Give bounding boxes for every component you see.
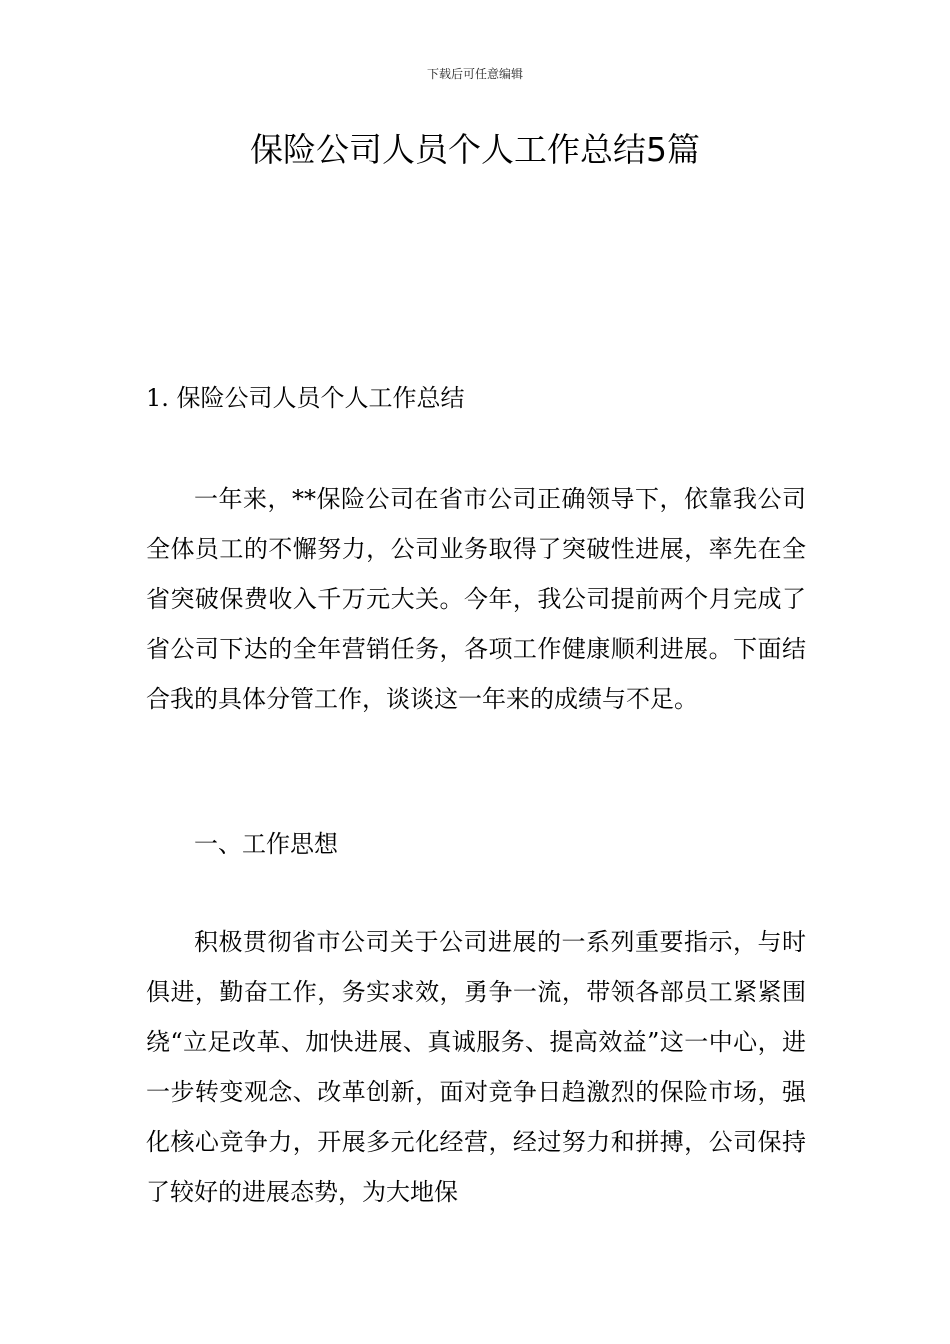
section-heading: 1. 保险公司人员个人工作总结: [146, 384, 465, 412]
header-note: 下载后可任意编辑: [426, 67, 523, 81]
sub-heading-work-thoughts: 一、工作思想: [194, 830, 338, 858]
body-paragraph: 积极贯彻省市公司关于公司进展的一系列重要指示，与时俱进，勤奋工作，务实求效，勇争一流，带领各部员工紧紧围绕“立足改革、加快进展、真诚服务、提高效益”这一中心，进一步转变观念、改革创新，面对竞争日趋激烈的保险市场，强化核心竞争力，开展多元化经营，经过努力和拼搏，公司保持了较好的进展态势，为大地保: [146, 928, 806, 1206]
intro-paragraph: 一年来，**保险公司在省市公司正确领导下，依靠我公司全体员工的不懈努力，公司业务取得了突破性进展，率先在全省突破保费收入千万元大关。今年，我公司提前两个月完成了省公司下达的全年营销任务，各项工作健康顺利进展。下面结合我的具体分管工作，谈谈这一年来的成绩与不足。: [146, 485, 806, 713]
document-title: 保险公司人员个人工作总结5篇: [250, 130, 700, 169]
